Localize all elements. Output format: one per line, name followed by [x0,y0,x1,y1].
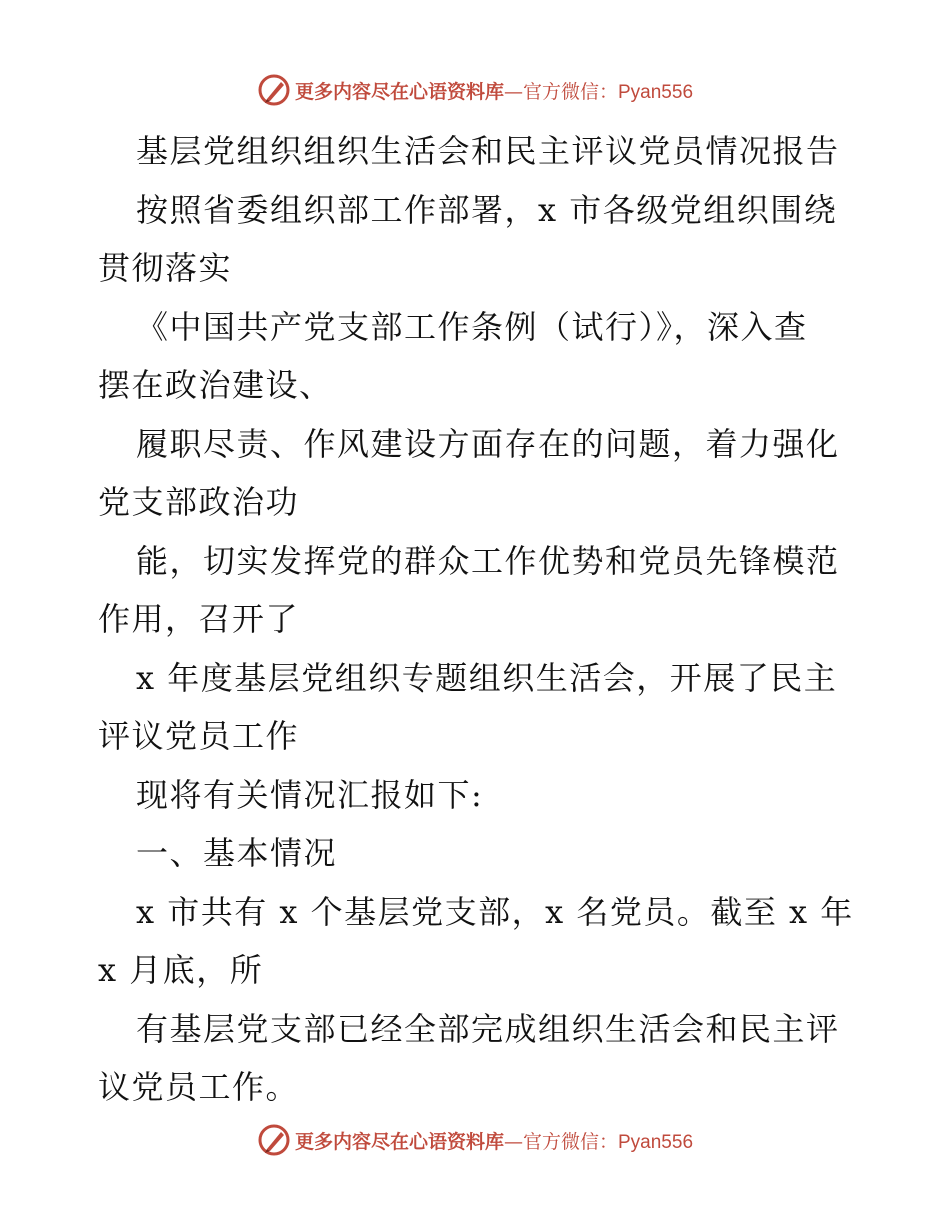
banner-separator: — [503,1130,523,1153]
banner-separator: — [503,80,523,103]
paragraph-line: 现将有关情况汇报如下: [136,775,484,814]
document-title: 基层党组织组织生活会和民主评议党员情况报告 [136,132,840,170]
banner-wechat-label: 官方微信： [522,1130,618,1153]
pen-circle-logo-icon [257,1123,291,1157]
paragraph-line: 评议党员工作 [98,717,300,755]
paragraph-line: 《中国共产党支部工作条例（试行）》，深入查 [136,307,808,346]
paragraph-line: 贯彻落实 [98,249,233,287]
paragraph-line: x 月底，所 [98,951,264,989]
document-body [98,122,858,1117]
banner-wechat-id: Pyan556 [618,1131,694,1153]
paragraph-line: 议党员工作。 [98,1068,300,1106]
header-banner [0,70,950,110]
paragraph-line: 有基层党支部已经全部完成组织生活会和民主评 [136,1009,840,1048]
paragraph-line: 履职尽责、作风建设方面存在的问题，着力强化 [136,424,840,463]
paragraph-line: x 年度基层党组织专题组织生活会，开展了民主 [136,658,838,697]
footer-banner [0,1120,950,1160]
paragraph-line: 党支部政治功 [98,483,300,521]
paragraph-line: 摆在政治建设、 [98,366,333,404]
section-heading: 一、基本情况 [136,834,338,872]
banner-brand-text: 更多内容尽在心语资料库 [294,80,504,103]
paragraph-line: x 市共有 x 个基层党支部，x 名党员。截至 x 年 [136,892,854,931]
pen-circle-logo-icon [257,73,291,107]
banner-brand-text: 更多内容尽在心语资料库 [294,1130,504,1153]
paragraph-line: 能，切实发挥党的群众工作优势和党员先锋模范 [136,541,840,580]
paragraph-line: 按照省委组织部工作部署，x 市各级党组织围绕 [136,190,838,229]
banner-wechat-label: 官方微信： [522,80,618,103]
banner-wechat-id: Pyan556 [618,81,694,103]
paragraph-line: 作用，召开了 [98,600,300,638]
